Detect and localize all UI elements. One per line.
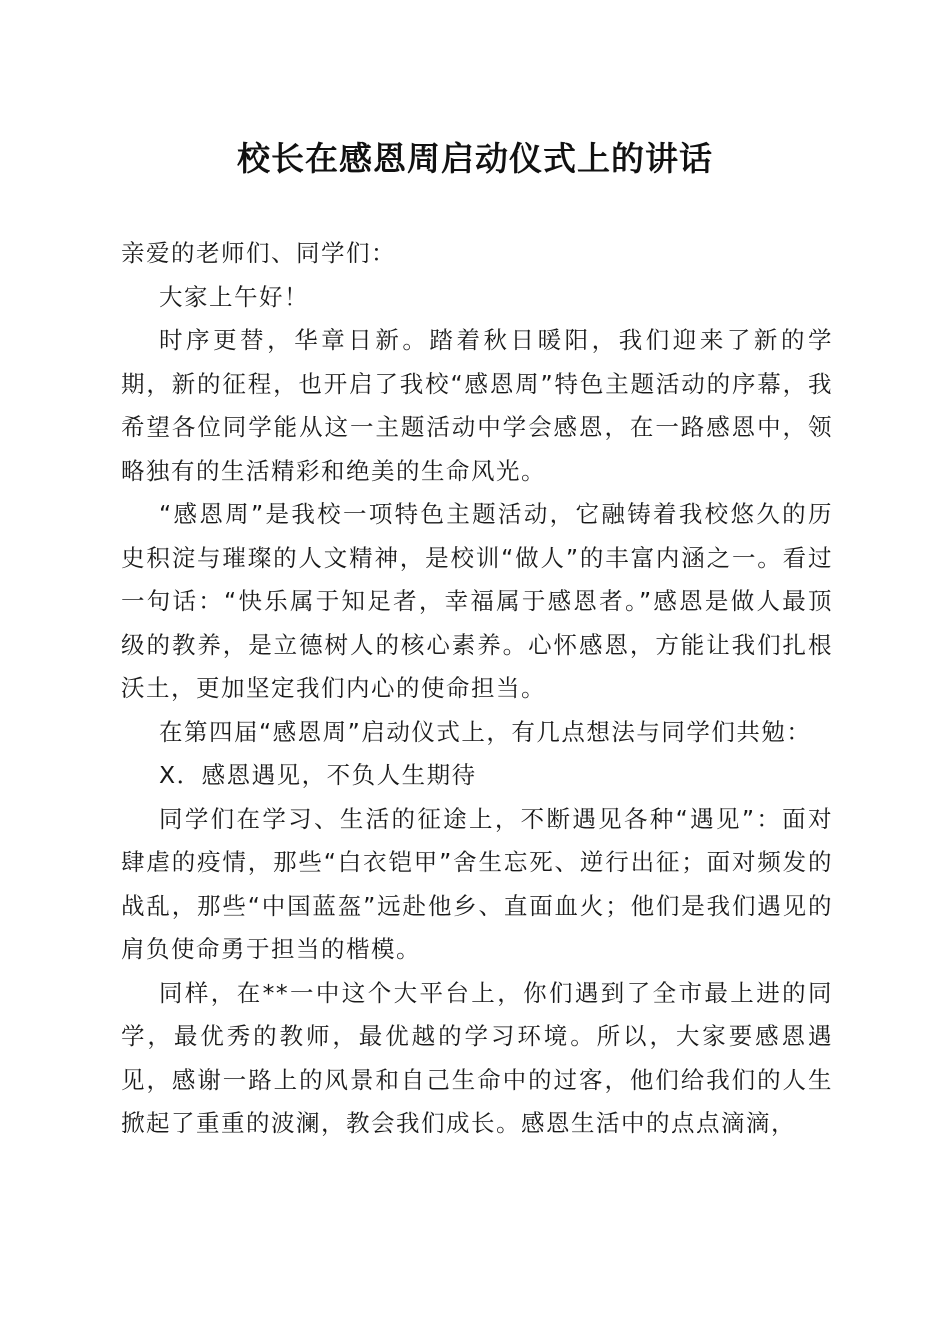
salutation: 亲爱的老师们、同学们： <box>121 239 396 267</box>
greeting: 大家上午好！ <box>159 282 309 311</box>
paragraph-school-platform: 同样，在**一中这个大平台上，你们遇到了全市最上进的同学，最优秀的教师，最优越的学习环境。所以，大家要感恩遇见，感谢一路上的风景和自己生命中的过客，他们给我们的人生掀起了重重的波澜，教会我们成长。感恩生活中的点点滴滴， <box>121 978 833 1137</box>
paragraph-encounters: 同学们在学习、生活的征途上，不断遇见各种“遇见”：面对肆虐的疫情，那些“白衣铠甲”舍生忘死、逆行出征；面对频发的战乱，那些“中国蓝盔”远赴他乡、直面血火；他们是我们遇见的肩负使命勇于担当的楷模。 <box>121 804 833 963</box>
document-body <box>121 232 833 1146</box>
section-heading: X．感恩遇见，不负人生期待 <box>159 761 477 789</box>
paragraph-intro-points: 在第四届“感恩周”启动仪式上，有几点想法与同学们共勉： <box>159 717 812 746</box>
paragraph-gratitude-week: “感恩周”是我校一项特色主题活动，它融铸着我校悠久的历史积淀与璀璨的人文精神，是校训“做人”的丰富内涵之一。看过一句话：“快乐属于知足者，幸福属于感恩者。”感恩是做人最顶级的教养，是立德树人的核心素养。心怀感恩，方能让我们扎根沃土，更加坚定我们内心的使命担当。 <box>121 500 833 702</box>
document-title: 校长在感恩周启动仪式上的讲话 <box>237 139 713 178</box>
paragraph-opening: 时序更替，华章日新。踏着秋日暖阳，我们迎来了新的学期，新的征程，也开启了我校“感恩周”特色主题活动的序幕，我希望各位同学能从这一主题活动中学会感恩，在一路感恩中，领略独有的生活精彩和绝美的生命风光。 <box>121 326 833 485</box>
